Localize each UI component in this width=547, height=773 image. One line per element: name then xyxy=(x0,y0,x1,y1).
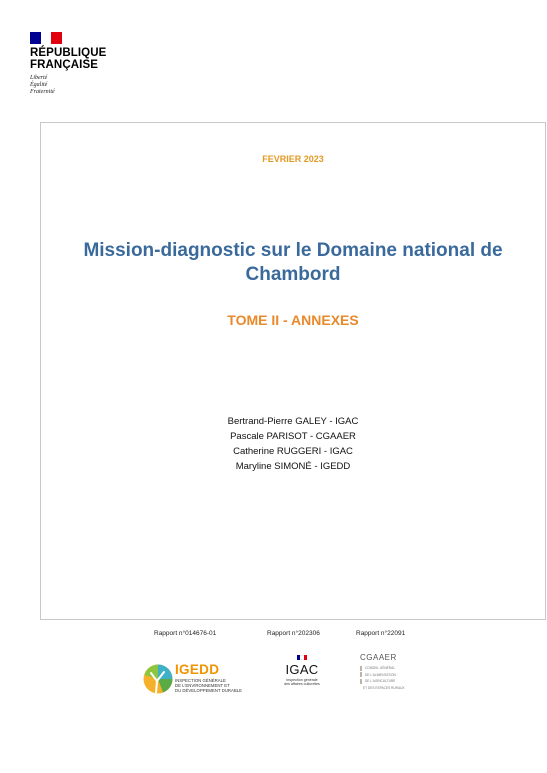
report-subtitle: TOME II - ANNEXES xyxy=(227,312,359,328)
cgaaer-line-1: CONSEIL GÉNÉRAL xyxy=(365,666,395,671)
igedd-emblem-icon xyxy=(143,663,173,695)
report-title xyxy=(40,239,546,287)
cgaaer-line-4: ET DES ESPACES RURAUX xyxy=(363,685,405,690)
marianne-flag-icon xyxy=(30,32,62,44)
rf-name-line2: FRANÇAISE xyxy=(30,59,98,71)
igedd-sub-1: INSPECTION GÉNÉRALE xyxy=(175,678,226,683)
igedd-sub-3: DU DÉVELOPPEMENT DURABLE xyxy=(175,688,243,693)
report-title-line1: Mission-diagnostic sur le Domaine national de xyxy=(83,240,503,261)
cgaaer-name: CGAAER xyxy=(360,653,397,662)
rf-motto-liberte: Liberté xyxy=(30,75,48,81)
igedd-logo xyxy=(143,662,253,698)
igac-sub-1: Inspection générale xyxy=(286,678,318,682)
igac-sub-2: des affaires culturelles xyxy=(284,682,320,686)
igac-name: IGAC xyxy=(285,662,319,677)
author-item: Maryline SIMONÉ - IGEDD xyxy=(235,461,351,472)
author-item: Bertrand-Pierre GALEY - IGAC xyxy=(227,416,359,427)
republique-francaise-logo xyxy=(30,32,120,96)
igac-logo xyxy=(282,655,322,686)
author-item: Catherine RUGGERI - IGAC xyxy=(233,446,353,457)
cgaaer-line-2: DE L'ALIMENTATION xyxy=(365,672,396,677)
rf-motto-fraternite: Fraternité xyxy=(30,89,55,95)
cover-frame xyxy=(40,122,546,620)
igedd-sub-2: DE L'ENVIRONNEMENT ET xyxy=(175,683,230,688)
rf-motto xyxy=(30,75,120,96)
cgaaer-lines xyxy=(360,665,405,691)
report-number-igedd: Rapport n°014676-01 xyxy=(154,630,217,637)
igac-flag-icon xyxy=(297,655,307,660)
rf-name-line1: RÉPUBLIQUE xyxy=(30,47,107,59)
cgaaer-logo xyxy=(360,653,404,699)
cgaaer-line-3: DE L'AGRICULTURE xyxy=(365,679,396,684)
rf-motto-egalite: Égalité xyxy=(30,82,48,88)
report-title-line2: Chambord xyxy=(245,264,341,285)
report-number-igac: Rapport n°202306 xyxy=(267,630,320,637)
report-number-cgaaer: Rapport n°22091 xyxy=(356,630,406,637)
igedd-name: IGEDD xyxy=(175,662,220,677)
author-item: Pascale PARISOT - CGAAER xyxy=(230,431,356,442)
report-date: FEVRIER 2023 xyxy=(262,154,324,164)
authors-list xyxy=(40,414,546,474)
